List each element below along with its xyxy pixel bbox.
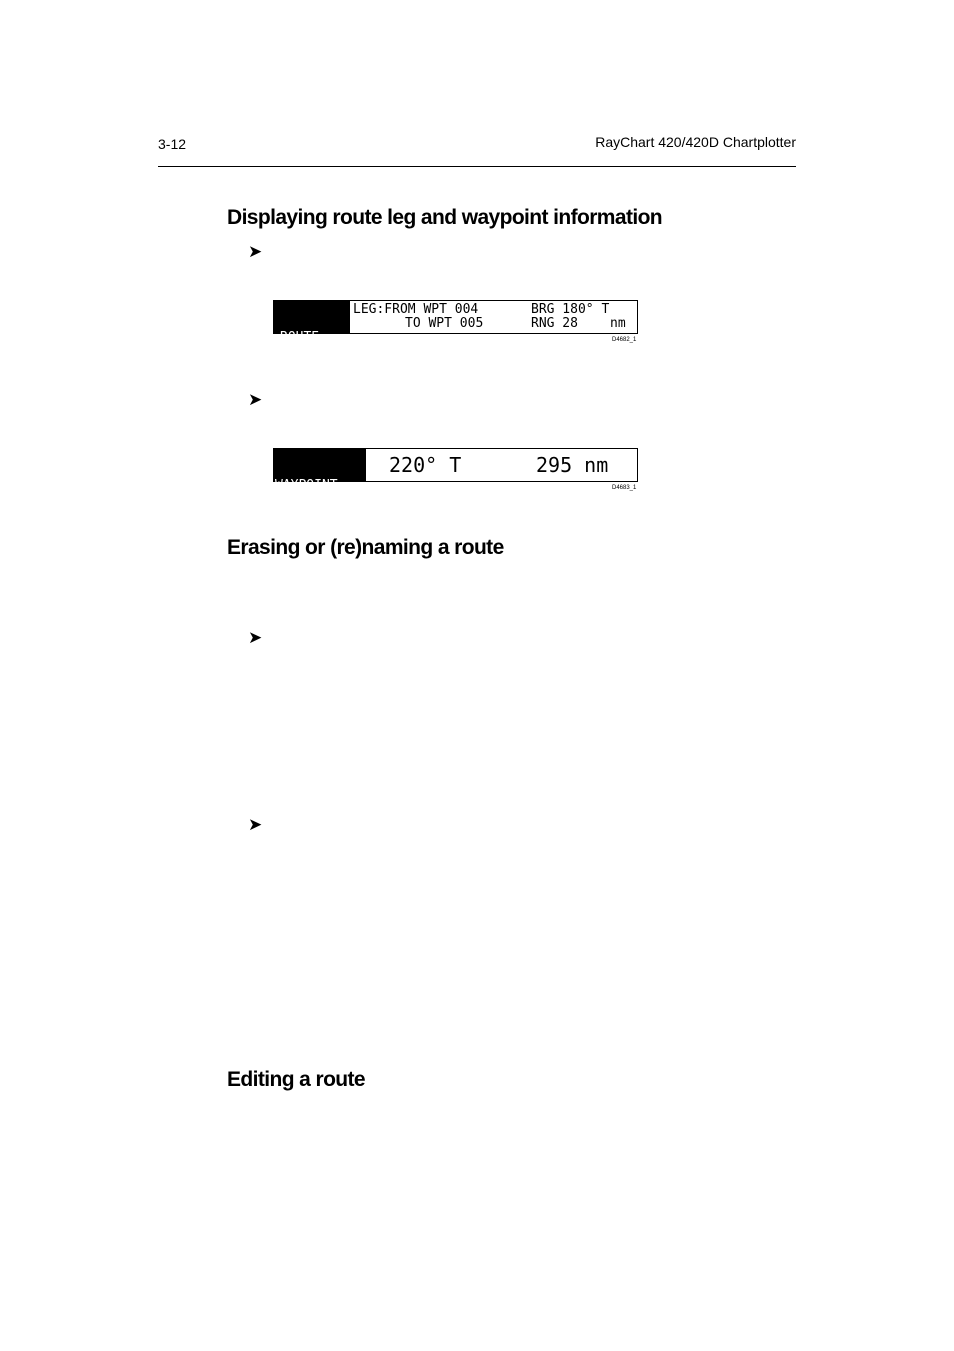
route-label-line2: CURRENT <box>280 372 335 387</box>
waypoint-bearing: 220° T <box>389 453 462 477</box>
range-text: RNG 28 <box>531 316 578 331</box>
leg-to-text: TO WPT 005 <box>405 316 484 331</box>
range-unit-text: nm <box>610 316 626 331</box>
figure-id: D4683_1 <box>612 485 637 491</box>
route-label-block <box>274 301 350 387</box>
bullet-arrow-icon: ➤ <box>248 815 263 834</box>
header-rule <box>158 166 796 167</box>
bullet-arrow-icon: ➤ <box>248 390 263 409</box>
waypoint-label-block <box>274 449 366 535</box>
bullet-arrow-icon: ➤ <box>248 628 263 647</box>
section-heading-route-leg: Displaying route leg and waypoint information <box>227 206 663 229</box>
route-label-line1: ROUTE:- <box>280 330 335 345</box>
figure-id: D4682_1 <box>612 337 637 343</box>
waypoint-range: 295 nm <box>536 453 609 477</box>
section-heading-edit-route: Editing a route <box>227 1068 366 1091</box>
leg-from-text: LEG:FROM WPT 004 <box>353 302 479 317</box>
waypoint-label-line2: WPT 004 <box>289 520 344 535</box>
waypoint-label-line1: WAYPOINT:- <box>275 478 354 493</box>
document-title: RayChart 420/420D Chartplotter <box>595 134 796 150</box>
section-heading-erase-route: Erasing or (re)naming a route <box>227 536 504 559</box>
bullet-arrow-icon: ➤ <box>248 242 263 261</box>
bearing-text: BRG 180° T <box>531 302 610 317</box>
page-number: 3-12 <box>158 136 187 152</box>
